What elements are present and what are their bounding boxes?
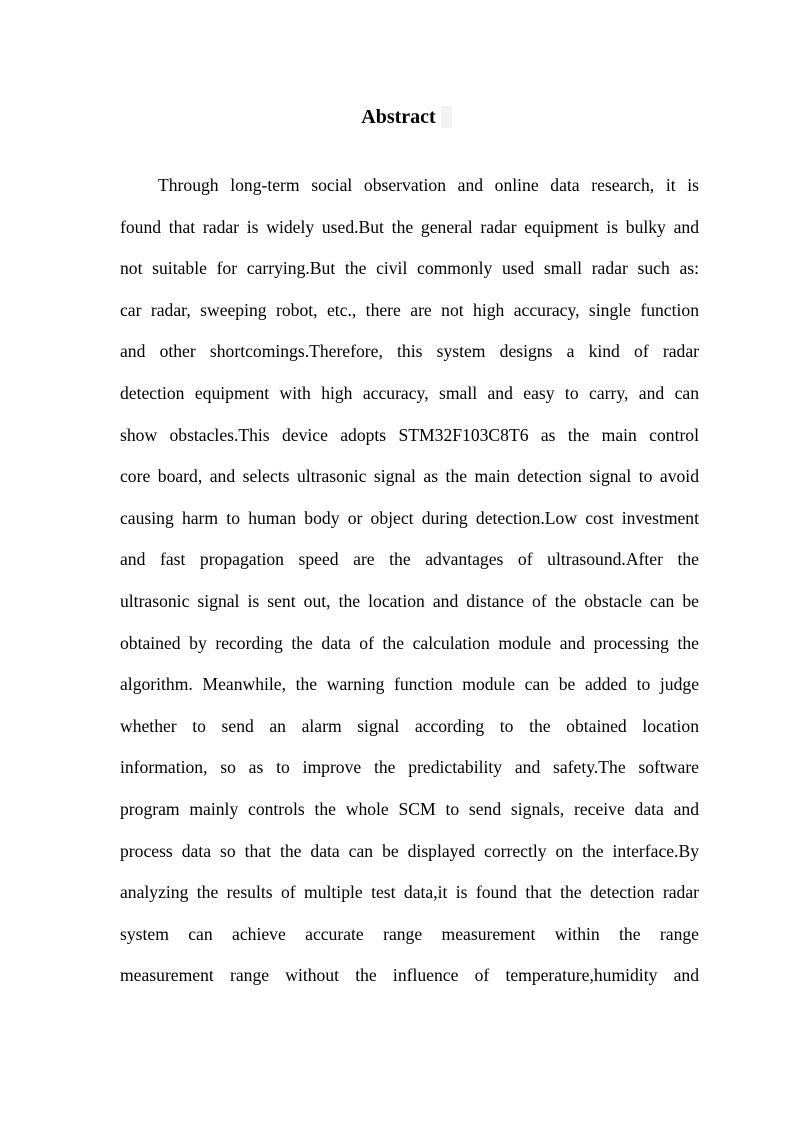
body-line: whether to send an alarm signal according to the obtained location (120, 715, 699, 736)
body-line: not suitable for carrying.But the civil commonly used small radar such as: (120, 258, 699, 279)
body-line: detection equipment with high accuracy, small and easy to carry, and can (120, 382, 699, 403)
body-line: core board, and selects ultrasonic signal as the main detection signal to avoid (120, 466, 699, 487)
abstract-body (120, 165, 699, 997)
body-line: car radar, sweeping robot, etc., there are not high accuracy, single function (120, 299, 699, 320)
body-line: and other shortcomings.Therefore, this system designs a kind of radar (120, 341, 699, 362)
body-line: found that radar is widely used.But the general radar equipment is bulky and (120, 216, 699, 237)
body-line: measurement range without the influence of temperature,humidity and (120, 965, 699, 986)
body-line: program mainly controls the whole SCM to send signals, receive data and (120, 798, 699, 819)
body-line: Through long-term social observation and online data research, it is (158, 175, 699, 195)
body-line: and fast propagation speed are the advantages of ultrasound.After the (120, 549, 699, 570)
abstract-heading (0, 104, 793, 130)
body-line: causing harm to human body or object during detection.Low cost investment (120, 507, 699, 528)
body-line: information, so as to improve the predictability and safety.The software (120, 757, 699, 778)
abstract-heading-text: Abstract (361, 106, 451, 128)
body-line: show obstacles.This device adopts STM32F103C8T6 as the main control (120, 424, 699, 445)
body-line: analyzing the results of multiple test data,it is found that the detection radar (120, 882, 699, 903)
body-line: process data so that the data can be displayed correctly on the interface.By (120, 840, 699, 861)
body-line: system can achieve accurate range measurement within the range (120, 923, 699, 944)
body-line: algorithm. Meanwhile, the warning function module can be added to judge (120, 674, 699, 695)
body-line: ultrasonic signal is sent out, the location and distance of the obstacle can be (120, 590, 699, 611)
body-line: obtained by recording the data of the calculation module and processing the (120, 632, 699, 653)
